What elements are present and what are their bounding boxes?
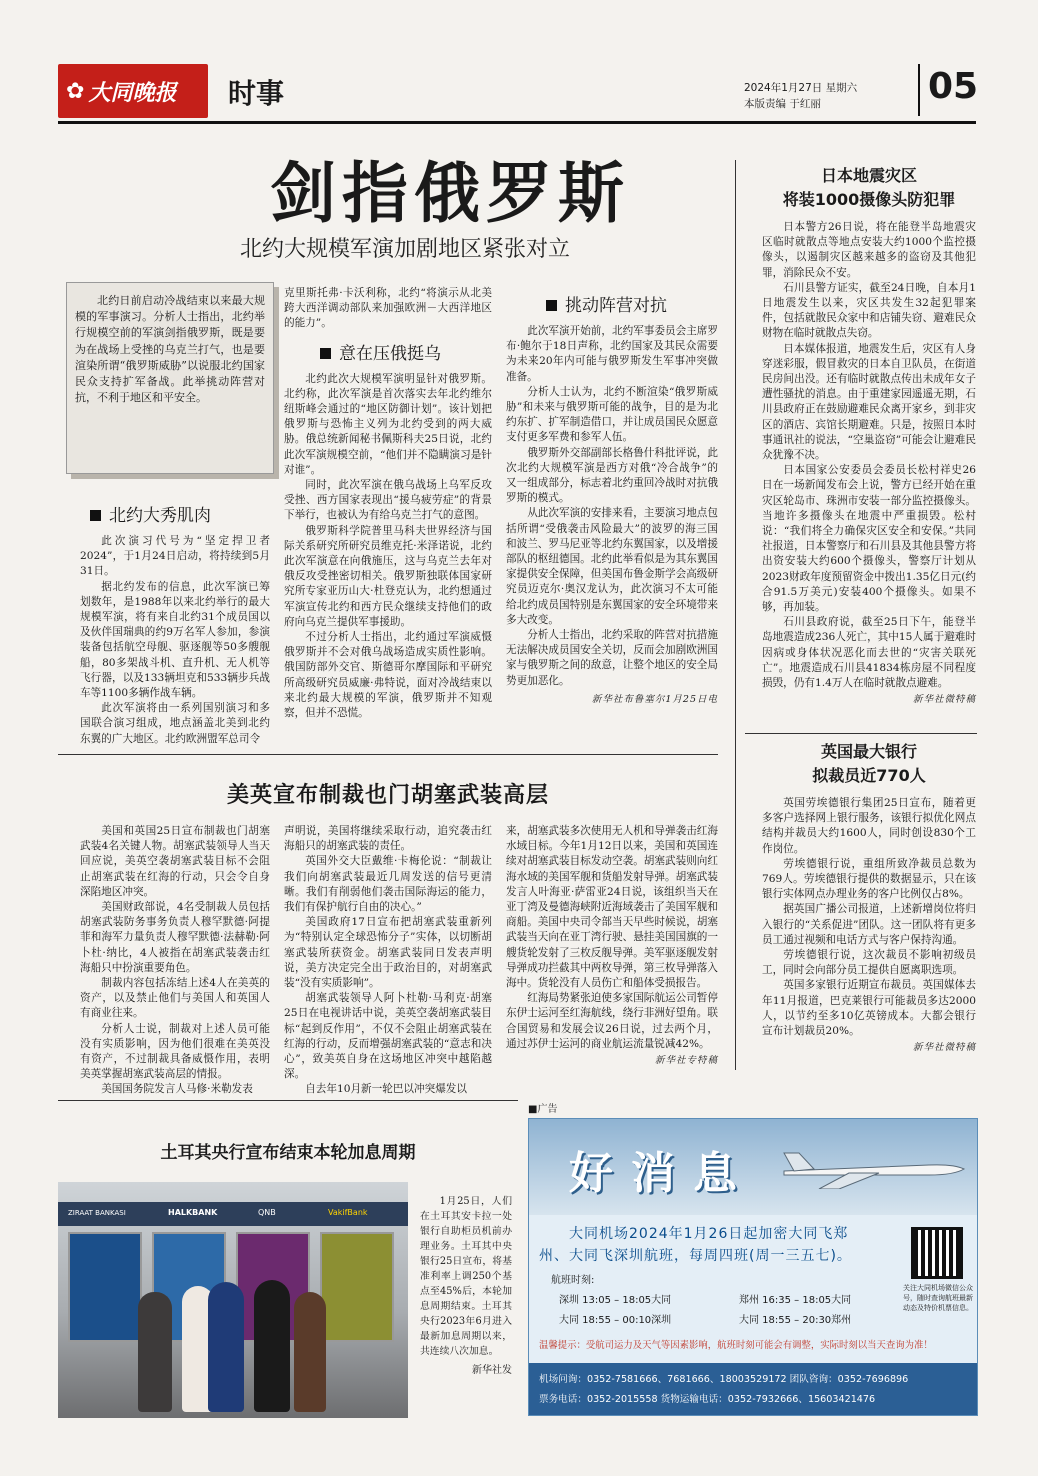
uk-p4: 英国多家银行近期宣布裁员。英国媒体去年11月报道，巴克莱银行可能裁员多达2000人，以节约至多10亿英镑成本。大都会银行宣布计划裁员20%。 — [762, 979, 976, 1038]
ad-tag: ■广告 — [528, 1104, 558, 1115]
houthi-c1-1: 美国财政部说，4名受制裁人员包括胡塞武装防务事务负责人穆罕默德·阿提菲和海军力量负责人穆罕默德·法赫勒·阿卜杜·纳比，4人被指在胡塞武装袭击红海船只中扮演重要角色。 — [80, 901, 270, 974]
uk-byline: 新华社微特稿 — [912, 1042, 976, 1054]
atm-machine — [68, 1232, 142, 1342]
atm-brand-0: ZIRAAT BANKASI — [68, 1209, 126, 1217]
japan-title-1: 日本地震灾区 — [820, 166, 917, 185]
heading-pressure: 意在压俄挺乌 — [320, 342, 492, 366]
issue-date: 2024年1月27日 星期六 — [744, 82, 858, 94]
houthi-c2-2: 美国政府17日宣布把胡塞武装重新列为“特别认定全球恐怖分子”实体，以切断胡塞武装所获资金。胡塞武装同日发表声明说，美方决定完全出于政治目的，对胡塞武装“没有实质影响”。 — [284, 916, 492, 990]
turkey-caption: 1月25日，人们在土耳其安卡拉一处银行自助柜员机前办理业务。土耳其中央银行25日宣布，将基准利率上调250个基点至45%后，本轮加息周期结束。土耳其央行2023年6月进入最新加息周期以来，共连续八次加息。 — [420, 1196, 512, 1357]
houthi-c1-2: 制裁内容包括冻结上述4人在美英的资产，以及禁止他们与美国人和英国人有商业往来。 — [80, 977, 270, 1020]
heading-confront: 挑动阵营对抗 — [546, 294, 718, 318]
houthi-c2-4: 自去年10月新一轮巴以冲突爆发以 — [305, 1083, 467, 1096]
flight-1: 郑州 16:35 – 18:05大同 — [739, 1295, 852, 1306]
uk-p1: 劳埃德银行说，重组所致净裁员总数为769人。劳埃德银行提供的数据显示，只在该银行实体网点办理业务的客户比例仅占8%。 — [762, 857, 976, 901]
qr-caption: 关注大同机场微信公众号，随时查询航班最新动态及特价机票信息。 — [903, 1284, 973, 1312]
qr-code — [911, 1227, 963, 1279]
ad-headline: 好消息 — [569, 1148, 755, 1199]
houthi-col-1 — [80, 824, 270, 1098]
logo-text: 大同晚报 — [88, 80, 177, 106]
uk-p3: 劳埃德银行说，这次裁员不影响初级员工，同时会向部分员工提供自愿离职选项。 — [762, 949, 976, 977]
lead-subtitle: 北约大规模军演加剧地区紧张对立 — [239, 237, 570, 262]
flight-2: 大同 18:55 – 00:10深圳 — [559, 1315, 672, 1326]
japan-p3: 日本国家公安委员会委员长松村祥史26日在一场新闻发布会上说，警方已经开始在重灾区轮岛市、珠洲市安装一部分监控摄像头。当地许多摄像头在地震中严重损毁。松村说：“我们将全力确保灾区安全和安保。”共同社报道，日本警察厅和石川县及其他县警方将出资安装大约600个摄像头，警察厅计划从2023财政年度预留资金中拨出1.35亿日元(约合91.5万美元)安装400个摄像头。如果不够，再加装。 — [762, 464, 976, 614]
lead-p1-1: 据北约发布的信息，此次军演已筹划数年，是1988年以来北约举行的最大规模军演，将有来自北约31个成员国以及伙伴国瑞典的约9万名军人参加，参演装备包括航空母舰、驱逐舰等50多艘舰船，80多架战斗机、直升机、无人机等飞行器，以及133辆坦克和533辆步兵战车等1100多辆作战车辆。 — [80, 580, 270, 700]
ad-line-2: 州、大同飞深圳航班，每周四班(周一三五七)。 — [539, 1248, 852, 1264]
airplane-icon — [779, 1149, 969, 1179]
houthi-c2-3: 胡塞武装领导人阿卜杜勒·马利克·胡塞25日在电视讲话中说，美英空袭胡塞武装目标“起到反作用”，不仅不会阻止胡塞武装在红海的行动，反而增强胡塞武装的“意志和决心”，致美英自身在这场地区冲突中越陷越深。 — [284, 992, 492, 1081]
lead-p2-0: 北约此次大规模军演明显针对俄罗斯。北约称，此次军演是首次落实去年北约维尔纽斯峰会通过的“地区防御计划”。该计划把俄罗斯与恐怖主义列为北约受到的两大威胁。俄总统新闻秘书佩斯科夫25日说，北约此次军演规模空前，“他们并不隐瞒演习是针对谁”。 — [284, 372, 492, 476]
houthi-c1-0: 美国和英国25日宣布制裁也门胡塞武装4名关键人物。胡塞武装领导人当天回应说，美英空袭胡塞武装目标不会阻止胡塞武装在红海的行动，只会令自身深陷地区冲突。 — [80, 825, 270, 898]
lead-p3-2: 俄罗斯外交部副部长格鲁什科批评说，此次北约大规模军演是西方对俄“冷合战争”的又一组成部分，标志着北约重回冷战时对抗俄罗斯的模式。 — [506, 446, 718, 505]
houthi-c3-1: 红海局势紧张迫使多家国际航运公司暂停东伊士运河至红海航线，绕行非洲好望角。联合国贸易和发展会议26日说，过去两个月，通过苏伊士运河的商业航运流量锐减42%。 — [506, 992, 718, 1050]
section-title: 时事 — [228, 77, 285, 110]
atm-brand-2: QNB — [258, 1208, 276, 1217]
lead-summary: 北约日前启动冷战结束以来最大规模的军事演习。分析人士指出，北约举行规模空前的军演剑指俄罗斯，既是要为在战场上受挫的乌克兰打气，也是要渲染所谓“俄罗斯威胁”以说服北约国家民众支持扩军备战。此举挑动阵营对抗，不利于地区和平安全。 — [75, 294, 265, 405]
lead-p3-0: 此次军演开始前，北约军事委员会主席罗布·鲍尔于18日声称，北约国家及其民众需要为未来20年内可能与俄罗斯发生军事冲突做准备。 — [506, 325, 718, 383]
person-figure — [138, 1292, 172, 1412]
uk-p0: 英国劳埃德银行集团25日宣布，随着更多客户选择网上银行服务，该银行拟优化网点结构并裁员大约1600人，同时创设830个工作岗位。 — [762, 797, 976, 855]
houthi-col-3 — [506, 824, 718, 1066]
japan-title-2: 将装1000摄像头防犯罪 — [782, 190, 956, 209]
turkey-caption-box — [420, 1194, 512, 1376]
sidebar-japan — [762, 164, 976, 705]
ad-schedule-label: 航班时刻: — [551, 1275, 595, 1286]
page-number: 05 — [928, 66, 979, 107]
lead-p1-2: 此次军演将由一系列国别演习和多国联合演习组成，地点涵盖北美到北约东翼的广大地区。北约欧洲盟军总司令 — [80, 702, 270, 745]
lead-p2-1: 同时，此次军演在俄乌战场上乌军反攻受挫、西方国家表现出“援乌疲劳症”的背景下举行，也被认为有给乌克兰打气的意图。 — [284, 479, 492, 522]
houthi-c1-4: 美国国务院发言人马修·米勒发表 — [101, 1083, 253, 1096]
houthi-byline: 新华社专特稿 — [654, 1055, 718, 1067]
atm-brand-1: HALKBANK — [168, 1208, 218, 1217]
houthi-c1-3: 分析人士说，制裁对上述人员可能没有实质影响，因为他们很难在美英没有资产，不过制裁具备威慑作用，表明美英掌握胡塞武装高层的情报。 — [80, 1022, 270, 1081]
houthi-title: 美英宣布制裁也门胡塞武装高层 — [226, 783, 549, 808]
uk-title-1: 英国最大银行 — [820, 742, 917, 761]
houthi-col-2 — [284, 824, 492, 1098]
lead-p3-4: 分析人士指出，北约采取的阵营对抗措施无法解决成员国安全关切，反而会加剧欧洲国家与俄罗斯之间的敌意，让整个地区的安全局势更加恶化。 — [506, 629, 718, 687]
flame-icon: ✿ — [66, 78, 85, 104]
lead-p2-3: 不过分析人士指出，北约通过军演威慑俄罗斯并不会对俄乌战场造成实质性影响。俄国防部外交官、斯德哥尔摩国际和平研究所高级研究员威廉·弗特说，面对冷战结束以来北约最大规模的军演，俄罗斯并不知观察，但并不恐慌。 — [284, 631, 492, 720]
lead-p1-0: 此次演习代号为“坚定捍卫者2024”，于1月24日启动，将持续到5月31日。 — [80, 535, 270, 578]
flight-3: 大同 18:55 – 20:30郑州 — [739, 1315, 852, 1326]
lead-title: 剑指俄罗斯 — [270, 155, 630, 232]
japan-p0: 日本警方26日说，将在能登半岛地震灾区临时就散点等地点安装大约1000个监控摄像头，以遏制灾区越来越多的盗窃及其他犯罪，消除民众不安。 — [762, 221, 976, 279]
turkey-credit: 新华社发 — [472, 1365, 512, 1376]
lead-col-1 — [80, 500, 270, 747]
houthi-c2-0: 声明说，美国将继续采取行动，追究袭击红海船只的胡塞武装的责任。 — [284, 825, 492, 853]
ad-line-1: 大同机场2024年1月26日起加密大同飞郑 — [569, 1226, 849, 1242]
lead-p3-3: 从此次军演的安排来看，主要演习地点包括所谓“受俄袭击风险最大”的波罗的海三国和波兰、罗马尼亚等北约东翼国家，以及增援部队的枢纽德国。北约此举看似是为其东翼国家提供安全保障，但美国布鲁金斯学会高级研究员迈克尔·奥汉龙认为，此次演习不太可能给北约成员国特别是东翼国家的安全环境带来多大改变。 — [506, 507, 718, 626]
japan-p4: 石川县政府说，截至25日下午，能登半岛地震造成236人死亡，其中15人属于避难时因病或身体状况恶化而去世的“灾害关联死亡”。地震造成石川县41834栋房屋不同程度损毁，仍有1.4万人在临时就散点避难。 — [762, 616, 976, 690]
lead-byline: 新华社布鲁塞尔1月25日电 — [591, 693, 718, 705]
flight-0: 深圳 13:05 – 18:05大同 — [559, 1295, 672, 1306]
houthi-c2-1: 英国外交大臣戴维·卡梅伦说：“制裁让我们向胡塞武装最近几周发送的信号更清晰。我们有削弱他们袭击国际海运的能力，我们有保护航行自由的决心。” — [284, 855, 492, 914]
lead-col-3 — [506, 290, 718, 705]
turkey-title: 土耳其央行宣布结束本轮加息周期 — [160, 1143, 416, 1163]
heading-nato-show: 北约大秀肌肉 — [90, 504, 270, 528]
lead-col-2 — [284, 286, 492, 721]
atm-machine — [320, 1232, 394, 1342]
person-figure — [294, 1292, 326, 1412]
atm-brand-3: VakifBank — [328, 1208, 368, 1217]
lead-summary-box — [66, 282, 274, 474]
ad-contact-2: 票务电话：0352-2015558 货物运输电话：0352-7932666、15603421476 — [539, 1394, 876, 1405]
masthead-logo — [58, 64, 208, 118]
airport-ad — [528, 1118, 978, 1416]
japan-byline: 新华社微特稿 — [912, 694, 976, 706]
japan-p2: 日本媒体报道，地震发生后，灾区有人身穿迷彩服，假冒救灾的日本自卫队员，在街道民房间出没。还有临时就散点传出未成年女子遭性骚扰的消息。由于重建家园遥遥无期，石川县政府正在鼓励避难民众离开家乡，到非灾区的酒店、宾馆长期避难。只是，按照日本时事通讯社的说法，“空巢盗窃”可能会让避难民众犹豫不决。 — [762, 342, 976, 462]
uk-title-2: 拟裁员近770人 — [812, 766, 926, 785]
page-editor: 本版责编 于红丽 — [744, 98, 821, 110]
lead-p2-2: 俄罗斯科学院普里马科夫世界经济与国际关系研究所研究员维克托·米泽诺说，北约此次军演意在向俄施压，这与乌克兰去年对俄反攻受挫密切相关。俄罗斯独联体国家研究所专家亚历山大·杜登克认为，北约想通过军演宣传北约和西方民众继续支持他们的政府向乌克兰提供军事援助。 — [284, 524, 492, 628]
japan-p1: 石川县警方证实，截至24日晚，自本月1日地震发生以来，灾区共发生32起犯罪案件，包括就散民众家中和店铺失窃、避难民众财物在临时就散点失窃。 — [762, 281, 976, 340]
ad-notice: 温馨提示：受航司运力及天气等因素影响，航班时刻可能会有调整，实际时刻以当天查询为准！ — [539, 1340, 933, 1351]
uk-p2: 据英国广播公司报道，上述新增岗位将归入银行的“关系促进”团队。这一团队将有更多员工通过视频和电话方式与客户保持沟通。 — [762, 903, 976, 946]
ad-contact-1: 机场问询：0352-7581666、7681666、18003529172 团队咨询：0352-7696896 — [539, 1374, 909, 1385]
person-figure — [254, 1280, 290, 1412]
sidebar-uk — [762, 740, 976, 1053]
lead-p3-1: 分析人士认为，北约不断渲染“俄罗斯威胁”和未来与俄罗斯可能的战争，目的是为北约东扩、扩军制造借口，并让成员国民众愿意支付更多军费和参军人伍。 — [506, 385, 718, 444]
lead-p2a: 克里斯托弗·卡沃利称，北约“将演示从北美跨大西洋调动部队来加强欧洲－大西洋地区的能力”。 — [284, 287, 492, 330]
atm-photo — [58, 1182, 408, 1418]
houthi-c3-0: 来，胡塞武装多次使用无人机和导弹袭击红海水域目标。今年1月12日以来，美国和英国连续对胡塞武装目标发动空袭。胡塞武装则向红海水域的美国军舰和货船发射导弹。胡塞武装发言人叶海亚·萨雷亚24日说，该组织当天在亚丁湾及曼德海峡附近海域袭击了美国军舰和商船。美国中央司令部当天早些时候说，胡塞武装当天向在亚丁湾行驶、悬挂美国国旗的一艘货轮发射了三枚反舰导弹。美军驱逐舰发射导弹成功拦截其中两枚导弹，第三枚导弹落入海中。货轮没有人员伤亡和船体受损报告。 — [506, 825, 718, 990]
person-figure — [208, 1282, 244, 1412]
